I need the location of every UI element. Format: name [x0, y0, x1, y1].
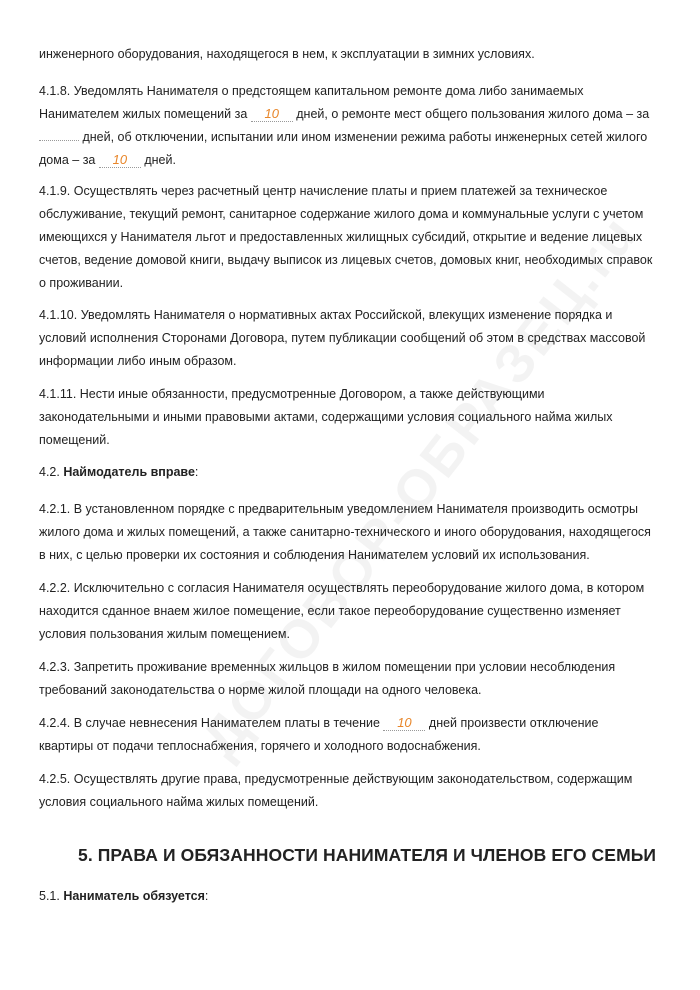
text-line: 4.1.9. Осуществлять через расчетный центр начисление платы и прием платежей за техническое — [39, 184, 608, 198]
text-line: 4.1.11. Нести иные обязанности, предусмотренные Договором, а также действующими — [39, 387, 545, 401]
text-line: 4.2.1. В установленном порядке с предварительным уведомлением Нанимателя производить осмотры — [39, 502, 638, 516]
text-line: находится сданное внаем жилое помещение, если такое переоборудование существенно изменяет — [39, 604, 621, 618]
text-segment: 4.2.4. В случае невнесения Нанимателем платы в течение — [39, 716, 384, 730]
paragraph-4-2-4 — [39, 712, 669, 758]
section-5-title: 5. ПРАВА И ОБЯЗАННОСТИ НАНИМАТЕЛЯ И ЧЛЕНОВ ЕГО СЕМЬИ — [78, 845, 657, 865]
paragraph-4-1-9 — [39, 180, 669, 295]
text-line — [39, 103, 669, 126]
text-line — [39, 126, 669, 149]
clause-number: 4.2. — [39, 465, 64, 479]
fill-days-2[interactable]: 10 — [99, 152, 141, 168]
paragraph-4-2-3 — [39, 656, 669, 702]
text-segment: дома – за — [39, 153, 99, 167]
text-line: 4.2.2. Исключительно с согласия Нанимателя осуществлять переоборудование жилого дома, в котором — [39, 581, 645, 595]
text-segment: дней произвести отключение — [425, 716, 599, 730]
text-line: условия социального найма жилых помещений. — [39, 795, 319, 809]
clause-punct: : — [204, 889, 209, 903]
text-line: 4.1.8. Уведомлять Нанимателя о предстоящем капитальном ремонте дома либо занимаемых — [39, 84, 584, 98]
text-line — [39, 712, 669, 735]
text-line: счетов, ведение домовой книги, выдачу выписок из лицевых счетов, домовых книг, необходимых справок — [39, 253, 653, 267]
text-line: о проживании. — [39, 276, 124, 290]
paragraph-4-1-8 — [39, 80, 669, 172]
text-line: инженерного оборудования, находящегося в нем, к эксплуатации в зимних условиях. — [39, 47, 535, 61]
text-segment: Нанимателем жилых помещений за — [39, 107, 251, 121]
clause-heading: Наниматель обязуется — [63, 889, 205, 903]
fill-days-3[interactable]: 10 — [383, 715, 425, 731]
text-line — [39, 461, 669, 484]
text-line: законодательными и иными правовыми актами, содержащими условия социального найма жилых — [39, 410, 613, 424]
text-segment: дней. — [140, 153, 176, 167]
text-line: жилого дома и жилых помещений, а также санитарно-технического и иного оборудования, находящегося — [39, 525, 651, 539]
paragraph-4-2-1 — [39, 498, 669, 567]
clause-punct: : — [194, 465, 199, 479]
text-line: имеющихся у Нанимателя льгот и предоставленных жилищных субсидий, открытие и ведение лицевых — [39, 230, 643, 244]
text-segment: дней, об отключении, испытании или ином изменении режима работы инженерных сетей жилого — [79, 130, 648, 144]
paragraph-5-1-heading — [39, 885, 669, 908]
paragraph-4-2-heading — [39, 461, 669, 484]
clause-number: 5.1. — [39, 889, 64, 903]
text-segment: дней, о ремонте мест общего пользования жилого дома – за — [292, 107, 650, 121]
text-line: условий исполнения Сторонами Договора, путем публикации сообщений об этом в средствах массовой — [39, 331, 646, 345]
text-line: условия пользования жилым помещением. — [39, 627, 290, 641]
paragraph-4-2-2 — [39, 577, 669, 646]
paragraph-4-1-11 — [39, 383, 669, 452]
text-line: квартиры от подачи теплоснабжения, горячего и холодного водоснабжения. — [39, 739, 481, 753]
paragraph-4-2-5 — [39, 768, 669, 814]
text-line: обслуживание, текущий ремонт, санитарное содержание жилого дома и коммунальные услуги с учетом — [39, 207, 644, 221]
text-line: требований законодательства о норме жилой площади на одного человека. — [39, 683, 482, 697]
text-line — [39, 885, 669, 908]
fill-days-1[interactable]: 10 — [251, 106, 293, 122]
paragraph-4-1-10 — [39, 304, 669, 373]
text-line: 4.1.10. Уведомлять Нанимателя о нормативных актах Российской, влекущих изменение порядка и — [39, 308, 613, 322]
fill-days-blank[interactable] — [39, 126, 79, 141]
text-line: информации либо иным образом. — [39, 354, 237, 368]
paragraph-continuation — [39, 43, 669, 66]
text-line: помещений. — [39, 433, 110, 447]
text-line — [39, 149, 669, 172]
text-line: 4.2.5. Осуществлять другие права, предусмотренные действующим законодательством, содержащим — [39, 772, 633, 786]
clause-heading: Наймодатель вправе — [63, 465, 195, 479]
text-line: 4.2.3. Запретить проживание временных жильцов в жилом помещении при условии несоблюдения — [39, 660, 616, 674]
text-line: в них, с целью проверки их состояния и соблюдения Нанимателем условий их использования. — [39, 548, 590, 562]
